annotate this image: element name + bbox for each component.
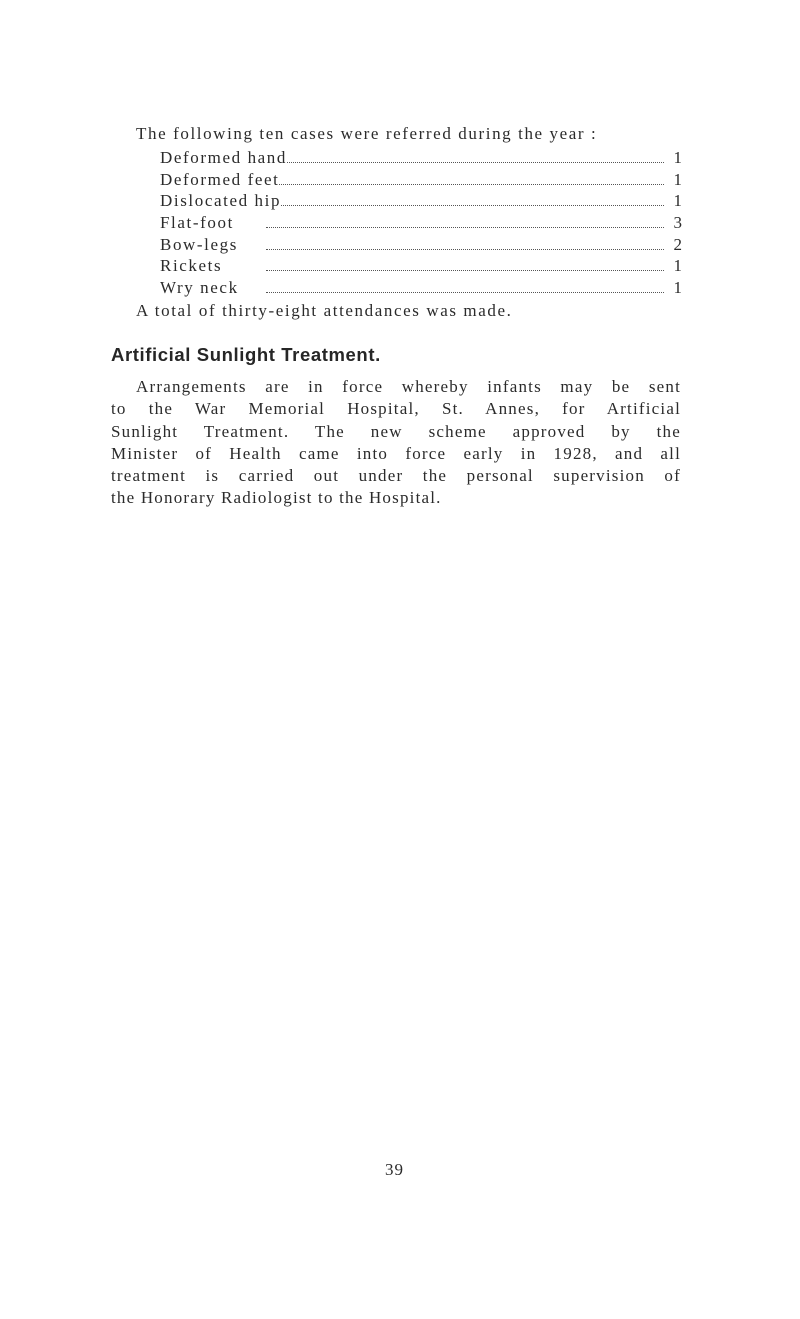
dot-leader — [266, 248, 664, 250]
list-item — [160, 235, 682, 257]
section-paragraph — [111, 376, 681, 510]
dot-leader — [266, 269, 664, 271]
list-item — [160, 148, 682, 170]
case-label: Flat-foot — [160, 213, 234, 233]
case-count: 1 — [673, 256, 682, 276]
list-item — [160, 278, 682, 300]
case-count: 1 — [673, 191, 682, 211]
paragraph-line: treatment is carried out under the personal supervision of — [111, 466, 681, 486]
case-label: Deformed feet — [160, 169, 280, 189]
paragraph-line: Arrangements are in force whereby infants may be sent — [136, 377, 681, 396]
case-label: Deformed hand — [160, 148, 288, 167]
dot-leader — [266, 226, 664, 228]
paragraph-line: Minister of Health came into force early in 1928, and all — [111, 443, 681, 463]
list-item — [160, 256, 682, 278]
case-count: 1 — [673, 169, 682, 189]
case-label: Rickets — [160, 256, 223, 276]
case-count: 1 — [673, 148, 682, 167]
section-heading: Artificial Sunlight Treatment. — [111, 344, 381, 365]
page-number: 39 — [385, 1160, 404, 1179]
list-item — [160, 213, 682, 235]
case-label: Bow-legs — [160, 234, 238, 254]
case-count: 2 — [673, 234, 682, 254]
paragraph-line: the Honorary Radiologist to the Hospital. — [111, 488, 442, 508]
list-item — [160, 170, 682, 192]
attendance-total: A total of thirty-eight attendances was made. — [136, 301, 513, 320]
dot-leader — [266, 291, 664, 293]
paragraph-line: Sunlight Treatment. The new scheme approved by the — [111, 421, 681, 441]
case-label: Dislocated hip — [160, 191, 282, 211]
case-count: 1 — [673, 278, 682, 298]
case-count: 3 — [673, 213, 682, 233]
cases-list — [160, 148, 682, 300]
paragraph-line: to the War Memorial Hospital, St. Annes, for Artificial — [111, 399, 681, 419]
referrals-intro: The following ten cases were referred during the year : — [136, 124, 598, 143]
list-item — [160, 191, 682, 213]
case-label: Wry neck — [160, 278, 239, 298]
dot-leader — [279, 183, 664, 185]
dot-leader — [281, 204, 664, 206]
dot-leader — [287, 161, 664, 163]
